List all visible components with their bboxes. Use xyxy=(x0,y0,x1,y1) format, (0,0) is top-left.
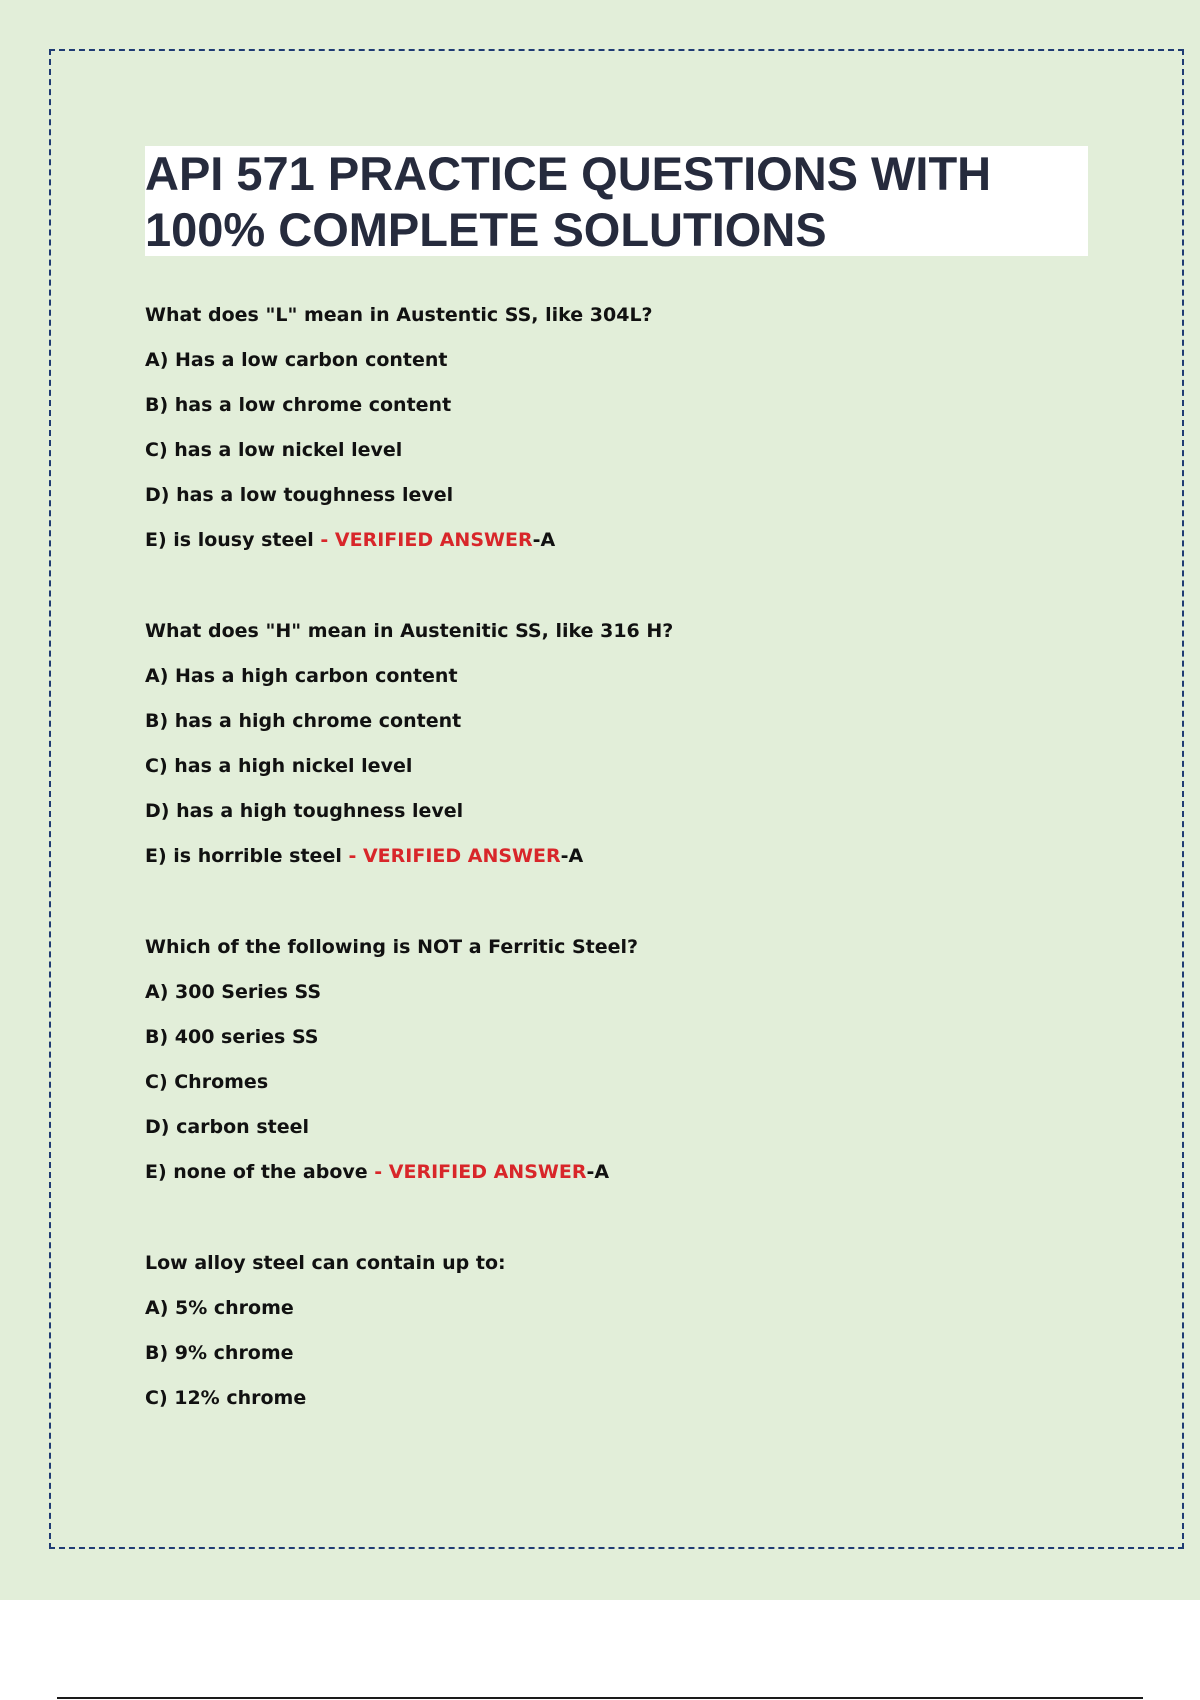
answer-option: B) has a high chrome content xyxy=(145,710,462,732)
question-text: What does "L" mean in Austentic SS, like 304L? xyxy=(145,304,653,326)
question-block xyxy=(145,1248,1085,1428)
spacer xyxy=(145,886,1085,932)
spacer xyxy=(145,1202,1085,1248)
verified-answer-label: - VERIFIED ANSWER xyxy=(320,529,533,551)
correct-answer: -A xyxy=(560,845,584,867)
answer-option-with-answer xyxy=(145,841,1085,886)
answer-option: C) has a low nickel level xyxy=(145,439,403,461)
correct-answer: -A xyxy=(586,1161,610,1183)
title-box xyxy=(145,146,1088,256)
answer-option: D) carbon steel xyxy=(145,1116,309,1138)
answer-option: C) 12% chrome xyxy=(145,1387,307,1409)
answer-option-with-answer xyxy=(145,525,1085,570)
answer-option: A) Has a high carbon content xyxy=(145,665,458,687)
verified-answer-label: - VERIFIED ANSWER xyxy=(348,845,561,867)
answer-option-text: E) none of the above xyxy=(145,1161,375,1183)
question-block xyxy=(145,616,1085,886)
answer-option: B) 400 series SS xyxy=(145,1026,319,1048)
question-block xyxy=(145,300,1085,570)
question-text: Low alloy steel can contain up to: xyxy=(145,1252,506,1274)
document-title: API 571 PRACTICE QUESTIONS WITH 100% COMPLETE SOLUTIONS xyxy=(145,147,992,256)
question-text: What does "H" mean in Austenitic SS, like 316 H? xyxy=(145,620,674,642)
answer-option: D) has a high toughness level xyxy=(145,800,464,822)
spacer xyxy=(145,570,1085,616)
verified-answer-label: - VERIFIED ANSWER xyxy=(374,1161,587,1183)
answer-option: A) 300 Series SS xyxy=(145,981,322,1003)
answer-option-text: E) is horrible steel xyxy=(145,845,349,867)
answer-option-text: E) is lousy steel xyxy=(145,529,321,551)
answer-option: D) has a low toughness level xyxy=(145,484,454,506)
correct-answer: -A xyxy=(532,529,556,551)
question-text: Which of the following is NOT a Ferritic Steel? xyxy=(145,936,639,958)
question-block xyxy=(145,932,1085,1202)
answer-option: A) 5% chrome xyxy=(145,1297,294,1319)
answer-option: B) has a low chrome content xyxy=(145,394,452,416)
answer-option: C) Chromes xyxy=(145,1071,269,1093)
answer-option-with-answer xyxy=(145,1157,1085,1202)
footer-rule xyxy=(57,1697,1143,1699)
answer-option: C) has a high nickel level xyxy=(145,755,413,777)
answer-option: B) 9% chrome xyxy=(145,1342,294,1364)
answer-option: A) Has a low carbon content xyxy=(145,349,448,371)
questions-list xyxy=(145,300,1085,1428)
